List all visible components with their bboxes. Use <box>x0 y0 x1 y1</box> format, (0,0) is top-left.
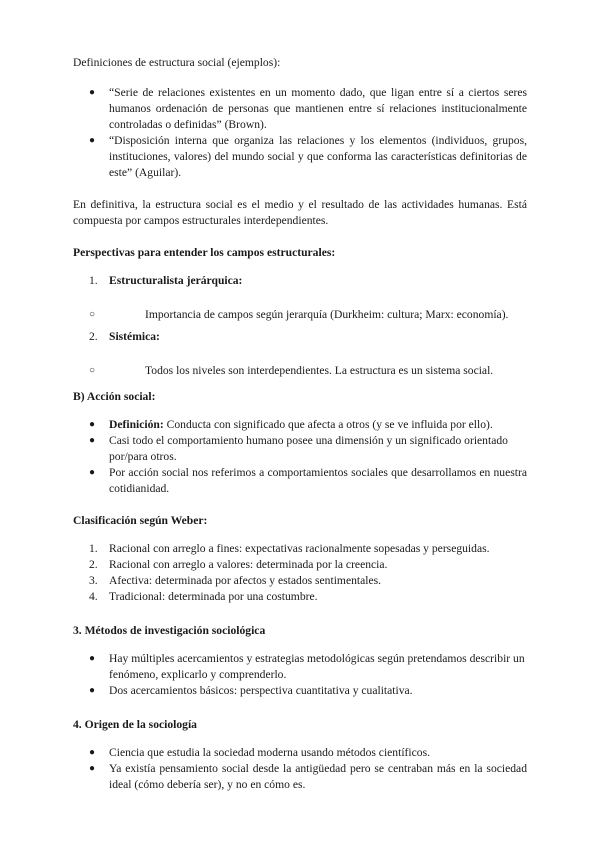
accion-social-list <box>73 417 527 497</box>
list-item <box>73 761 527 793</box>
perspectives-heading: Perspectivas para entender los campos estructurales: <box>73 246 336 259</box>
definitions-intro: Definiciones de estructura social (ejemplos): <box>73 56 281 69</box>
list-item <box>73 417 527 433</box>
bullet-icon: ● <box>89 419 96 430</box>
weber-list <box>73 541 527 605</box>
origen-list <box>73 745 527 793</box>
list-number: 2. <box>89 558 98 571</box>
bullet-icon: ● <box>89 467 96 478</box>
bullet-icon: ● <box>89 435 96 446</box>
bullet-icon: ● <box>89 763 96 774</box>
list-item <box>73 557 527 573</box>
list-item <box>73 273 527 323</box>
list-item <box>73 683 527 699</box>
sub-item-text: Todos los niveles son interdependientes. La estructura es un sistema social. <box>145 364 494 377</box>
bullet-icon: ● <box>89 87 96 98</box>
item-text: Racional con arreglo a valores: determinada por la creencia. <box>109 558 388 571</box>
perspective-label: Estructuralista jerárquica: <box>109 274 243 287</box>
sub-item-text: Importancia de campos según jerarquía (Durkheim: cultura; Marx: economía). <box>145 308 509 321</box>
metodos-list <box>73 651 527 699</box>
accion-social-heading: B) Acción social: <box>73 390 156 403</box>
hollow-bullet-icon: ○ <box>89 309 96 320</box>
list-item <box>73 573 527 589</box>
list-number: 1. <box>89 274 98 287</box>
metodos-heading: 3. Métodos de investigación sociológica <box>73 624 266 637</box>
item-text: Casi todo el comportamiento humano posee una dimensión y un significado orientado por/para otros. <box>109 434 508 463</box>
list-item <box>73 329 527 379</box>
perspective-label: Sistémica: <box>109 330 160 343</box>
definitions-list <box>73 85 527 181</box>
item-text: Dos acercamientos básicos: perspectiva cuantitativa y cualitativa. <box>109 684 413 697</box>
bullet-icon: ● <box>89 685 96 696</box>
list-number: 3. <box>89 574 98 587</box>
item-text: Ya existía pensamiento social desde la antigüedad pero se centraban más en la sociedad ideal (cómo debería ser), y no en cómo es. <box>109 762 527 791</box>
bullet-icon: ● <box>89 747 96 758</box>
item-text: Racional con arreglo a fines: expectativas racionalmente sopesadas y perseguidas. <box>109 542 490 555</box>
perspectives-list <box>73 273 527 379</box>
list-item <box>73 651 527 683</box>
sub-list-item <box>73 307 527 323</box>
definition-label: Definición: <box>109 418 164 431</box>
list-number: 2. <box>89 330 98 343</box>
item-text: Hay múltiples acercamientos y estrategias metodológicas según pretendamos describir un fenómeno, explicarlo y comprenderlo. <box>109 652 525 681</box>
list-item <box>73 589 527 605</box>
list-item <box>73 433 527 465</box>
weber-heading: Clasificación según Weber: <box>73 514 208 527</box>
list-item <box>73 541 527 557</box>
sub-list <box>73 307 527 323</box>
item-text: Conducta con significado que afecta a otros (y se ve influida por ello). <box>163 418 493 431</box>
definition-text: “Disposición interna que organiza las relaciones y los elementos (individuos, grupos, instituciones, valores) del mundo social y que conforma las características definitorias de este” (Aguilar). <box>109 134 527 179</box>
summary-paragraph: En definitiva, la estructura social es el medio y el resultado de las actividades humanas. Está compuesta por campos estructurales interdependientes. <box>73 198 527 227</box>
definition-text: “Serie de relaciones existentes en un momento dado, que ligan entre sí a ciertos seres humanos ordenación de personas que mantienen entre sí relaciones institucionalmente controladas o definidas” (Brown). <box>109 86 527 131</box>
list-number: 1. <box>89 542 98 555</box>
hollow-bullet-icon: ○ <box>89 365 96 376</box>
bullet-icon: ● <box>89 653 96 664</box>
list-item <box>73 85 527 133</box>
item-text: Afectiva: determinada por afectos y estados sentimentales. <box>109 574 382 587</box>
sub-list-item <box>73 363 527 379</box>
list-item <box>73 745 527 761</box>
item-text: Ciencia que estudia la sociedad moderna usando métodos científicos. <box>109 746 430 759</box>
list-item <box>73 465 527 497</box>
list-number: 4. <box>89 590 98 603</box>
bullet-icon: ● <box>89 135 96 146</box>
origen-heading: 4. Origen de la sociología <box>73 718 197 731</box>
item-text: Tradicional: determinada por una costumbre. <box>109 590 318 603</box>
sub-list <box>73 363 527 379</box>
item-text: Por acción social nos referimos a comportamientos sociales que desarrollamos en nuestra cotidianidad. <box>109 466 527 495</box>
list-item <box>73 133 527 181</box>
